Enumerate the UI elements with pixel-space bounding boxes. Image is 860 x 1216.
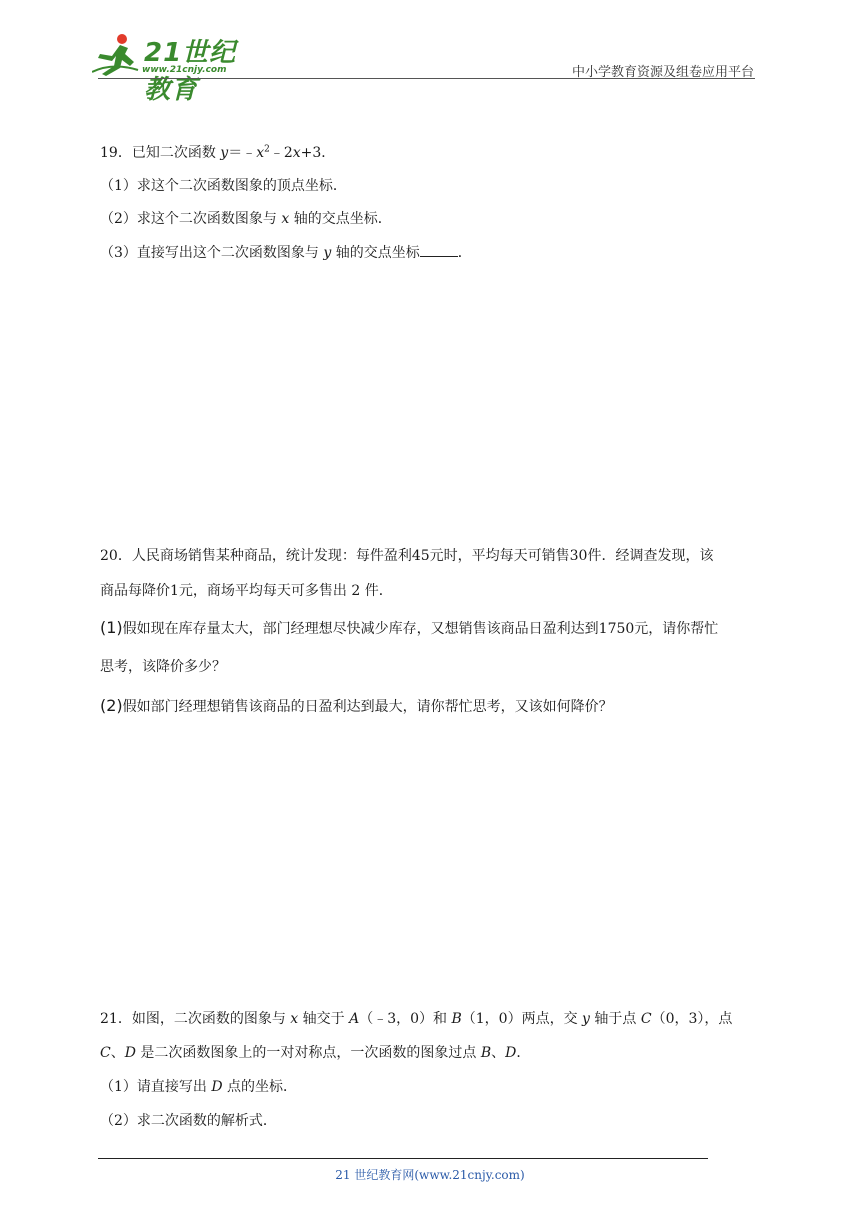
platform-name: 中小学教育资源及组卷应用平台 bbox=[571, 65, 754, 80]
q21-text-7: 、 bbox=[110, 1045, 125, 1061]
q21-var-x: x bbox=[290, 1011, 299, 1027]
q21-stem-line-2 bbox=[100, 1042, 530, 1062]
q21-point-a: A bbox=[349, 1011, 360, 1027]
q21-text-9: 、 bbox=[491, 1045, 506, 1061]
q19-part-1: （1）求这个二次函数图象的顶点坐标． bbox=[100, 178, 347, 194]
page-header bbox=[0, 0, 860, 105]
q20-stem-line-1: 20．人民商场销售某种商品，统计发现：每件盈利45元时，平均每天可销售30件．经调查发现，该 bbox=[100, 548, 714, 564]
q21-text-2: 轴交于 bbox=[298, 1011, 350, 1027]
q19-p3-var-y: y bbox=[323, 245, 332, 261]
q19-var-x-2: x bbox=[292, 145, 301, 161]
q19-p3-text-2: 轴的交点坐标 bbox=[331, 245, 420, 261]
header-divider bbox=[98, 78, 755, 79]
q21-text-6: （0，3），点 bbox=[651, 1011, 733, 1027]
answer-blank bbox=[420, 244, 458, 257]
q20-part-2-number: (2) bbox=[100, 696, 123, 715]
q21-part-2: （2）求二次函数的解析式． bbox=[100, 1113, 277, 1129]
q21-part-1 bbox=[100, 1076, 297, 1096]
q21-p1-point-d: D bbox=[211, 1079, 223, 1095]
runner-logo-icon bbox=[92, 32, 142, 76]
q19-stem-text-3: ﹣2 bbox=[269, 145, 293, 161]
q21-text-8: 是二次函数图象上的一对对称点，一次函数的图象过点 bbox=[135, 1045, 481, 1061]
q20-part-2-text: 假如部门经理想销售该商品的日盈利达到最大，请你帮忙思考，又该如何降价？ bbox=[122, 699, 613, 715]
q19-p2-text: （2）求这个二次函数图象与 bbox=[100, 211, 282, 227]
q19-p2-text-2: 轴的交点坐标． bbox=[289, 211, 392, 227]
q21-text-5: 轴于点 bbox=[589, 1011, 641, 1027]
q19-stem-text-2: ＝﹣ bbox=[228, 145, 257, 161]
q21-text-4: （1，0）两点，交 bbox=[461, 1011, 583, 1027]
q20-part-1-number: (1) bbox=[100, 618, 123, 637]
q21-stem-line-1 bbox=[100, 1008, 732, 1028]
q21-point-c-2: C bbox=[100, 1045, 111, 1061]
q19-part-2 bbox=[100, 208, 392, 228]
q21-text-3: （﹣3，0）和 bbox=[359, 1011, 452, 1027]
logo-url: www.21cnjy.com bbox=[142, 65, 227, 75]
q19-p3-text: （3）直接写出这个二次函数图象与 bbox=[100, 245, 324, 261]
q21-point-c: C bbox=[640, 1011, 652, 1027]
q20-part-2 bbox=[100, 696, 613, 716]
q19-stem bbox=[100, 142, 335, 162]
site-logo bbox=[92, 32, 262, 105]
q19-p3-text-3: ． bbox=[457, 245, 472, 261]
q21-point-b-2: B bbox=[480, 1045, 492, 1061]
q20-stem-line-2: 商品每降价1元，商场平均每天可多售出 2 件． bbox=[100, 583, 393, 599]
q19-p2-var-x: x bbox=[281, 211, 290, 227]
q20-part-1 bbox=[100, 618, 718, 638]
q21-point-d: D bbox=[124, 1045, 136, 1061]
q19-var-x: x bbox=[256, 145, 265, 161]
q21-text-10: ． bbox=[516, 1045, 531, 1061]
q19-stem-text: 19．已知二次函数 bbox=[100, 145, 221, 161]
q21-p1-text-2: 点的坐标． bbox=[222, 1079, 298, 1095]
q21-point-b: B bbox=[451, 1011, 462, 1027]
q19-exponent: 2 bbox=[264, 144, 270, 155]
q20-part-1-text: 假如现在库存量太大，部门经理想尽快减少库存，又想销售该商品日盈利达到1750元，请你帮忙 bbox=[122, 621, 719, 637]
q20-part-1-line-2: 思考，该降价多少？ bbox=[100, 659, 226, 675]
q21-point-d-2: D bbox=[505, 1045, 517, 1061]
q21-p1-text: （1）请直接写出 bbox=[100, 1079, 212, 1095]
q19-part-3 bbox=[100, 242, 472, 262]
q19-stem-text-4: +3． bbox=[300, 145, 336, 161]
q21-text: 21．如图，二次函数的图象与 bbox=[100, 1011, 291, 1027]
footer-divider bbox=[98, 1158, 708, 1159]
q19-var-y: y bbox=[220, 145, 229, 161]
footer-link[interactable]: 21 世纪教育网(www.21cnjy.com) bbox=[335, 1168, 525, 1182]
q21-var-y: y bbox=[582, 1011, 590, 1027]
logo-text: 21世纪教育 bbox=[144, 38, 237, 105]
